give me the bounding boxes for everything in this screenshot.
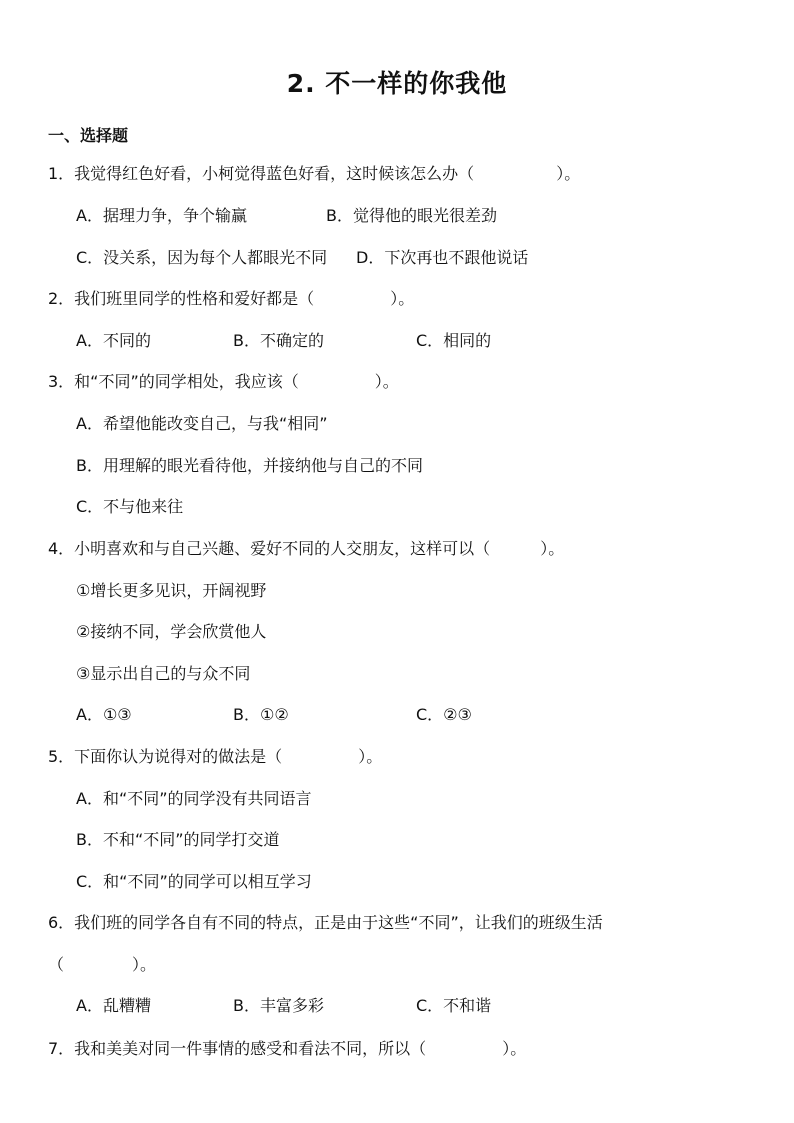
q2-option-c: C．相同的 — [416, 331, 492, 350]
q3-option-c: C．不与他来往 — [76, 497, 184, 516]
q1-option-b: B．觉得他的眼光很差劲 — [326, 206, 497, 225]
q5-option-a: A．和“不同”的同学没有共同语言 — [76, 789, 312, 808]
q2-option-a: A．不同的 — [76, 331, 151, 350]
q6-option-a: A．乱糟糟 — [76, 996, 151, 1015]
q1-option-a: A．据理力争，争个输赢 — [76, 206, 247, 225]
q1-option-c: C．没关系，因为每个人都眼光不同 — [76, 248, 328, 267]
q6-option-c: C．不和谐 — [416, 996, 492, 1015]
q6-option-b: B．丰富多彩 — [233, 996, 324, 1015]
question-4-stem: 4．小明喜欢和与自己兴趣、爱好不同的人交朋友，这样可以（ — [48, 539, 491, 558]
q4-option-a: A．①③ — [76, 705, 132, 724]
q4-statement-2: ②接纳不同，学会欣赏他人 — [76, 622, 267, 641]
question-1: 1．我觉得红色好看，小柯觉得蓝色好看，这时候该怎么办（ ）。 — [48, 164, 581, 183]
question-7-stem: 7．我和美美对同一件事情的感受和看法不同，所以（ — [48, 1039, 427, 1058]
q3-option-a: A．希望他能改变自己，与我“相同” — [76, 414, 328, 433]
question-2-stem: 2．我们班里同学的性格和爱好都是（ — [48, 289, 315, 308]
question-7: 7．我和美美对同一件事情的感受和看法不同，所以（ ）。 — [48, 1039, 527, 1058]
question-3-stem: 3．和“不同”的同学相处，我应该（ — [48, 372, 299, 391]
question-6-stem: 6．我们班的同学各自有不同的特点，正是由于这些“不同”，让我们的班级生活 — [48, 913, 603, 932]
q4-statement-1: ①增长更多见识，开阔视野 — [76, 581, 267, 600]
q5-option-b: B．不和“不同”的同学打交道 — [76, 830, 280, 849]
q4-option-b: B．①② — [233, 705, 289, 724]
question-4: 4．小明喜欢和与自己兴趣、爱好不同的人交朋友，这样可以（ ）。 — [48, 539, 565, 558]
section-heading: 一、选择题 — [48, 126, 129, 145]
q1-option-d: D．下次再也不跟他说话 — [356, 248, 529, 267]
question-5: 5．下面你认为说得对的做法是（ ）。 — [48, 747, 383, 766]
q4-statement-3: ③显示出自己的与众不同 — [76, 664, 251, 683]
page-title: 2. 不一样的你我他 — [286, 69, 508, 98]
question-6-continuation: （ ）。 — [48, 955, 157, 974]
q2-option-b: B．不确定的 — [233, 331, 324, 350]
question-2: 2．我们班里同学的性格和爱好都是（ ）。 — [48, 289, 415, 308]
q4-option-c: C．②③ — [416, 705, 472, 724]
question-6 — [48, 913, 603, 933]
q5-option-c: C．和“不同”的同学可以相互学习 — [76, 872, 312, 891]
question-3: 3．和“不同”的同学相处，我应该（ ）。 — [48, 372, 399, 391]
question-5-stem: 5．下面你认为说得对的做法是（ — [48, 747, 283, 766]
question-1-stem: 1．我觉得红色好看，小柯觉得蓝色好看，这时候该怎么办（ — [48, 164, 475, 183]
q3-option-b: B．用理解的眼光看待他，并接纳他与自己的不同 — [76, 456, 423, 475]
